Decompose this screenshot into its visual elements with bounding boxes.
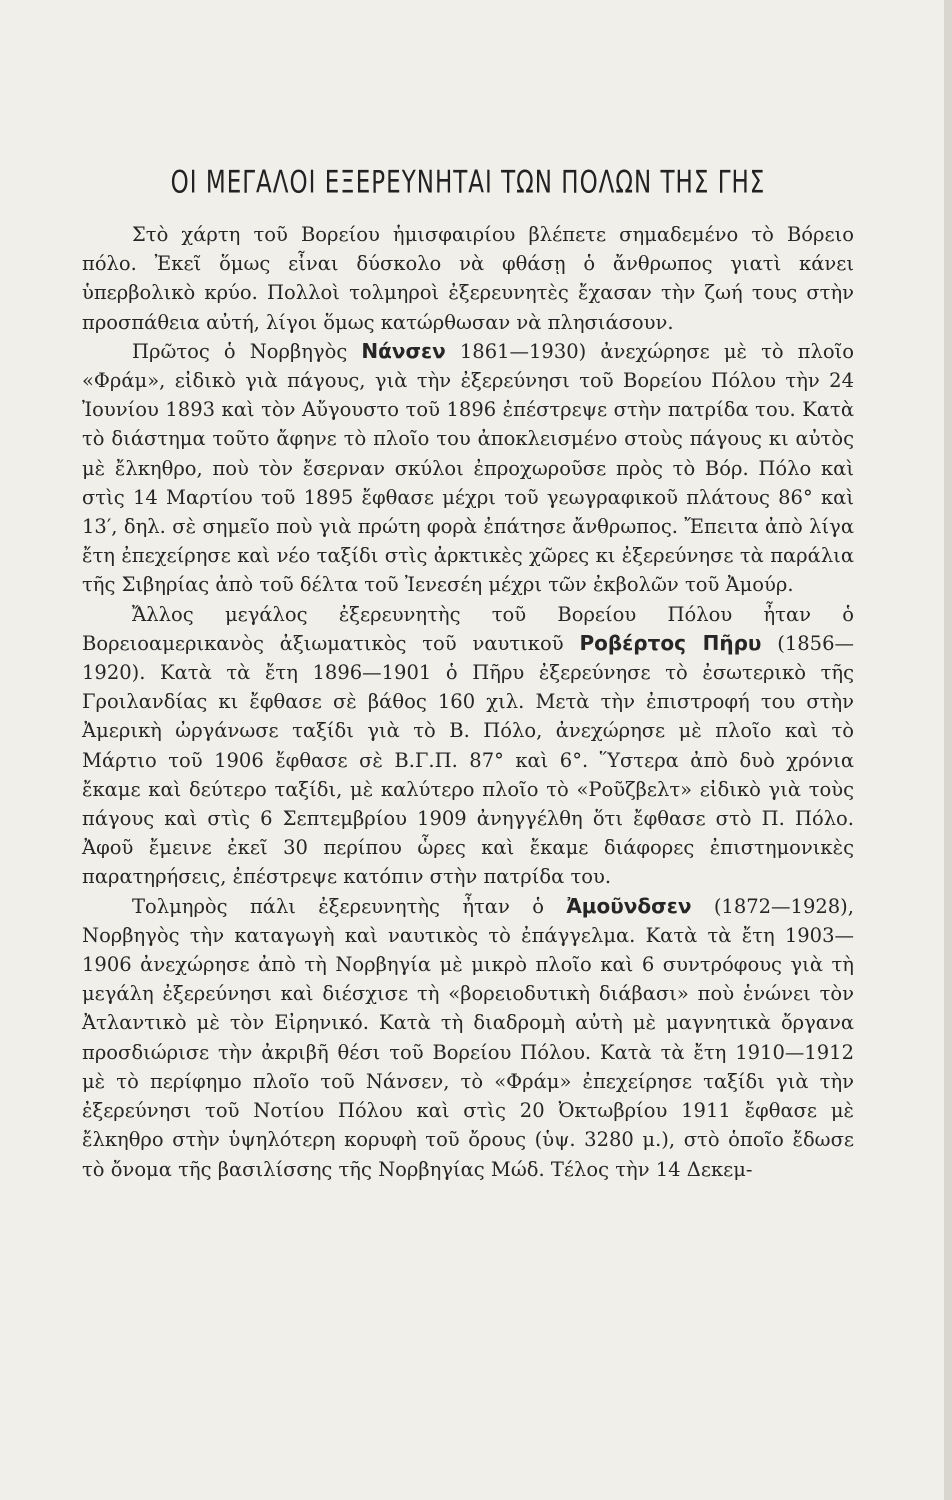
- page-edge: [944, 0, 952, 1500]
- paragraph-intro: [82, 220, 854, 337]
- paragraph-intro-text: Στὸ χάρτη τοῦ Βορείου ἡμισφαιρίου βλέπετε σημαδεμένο τὸ Βόρειο πόλο. Ἐκεῖ ὅμως εἶναι δύσκολο νὰ φθάσῃ ὁ ἄνθρωπος γιατὶ κάνει ὑπερβολικὸ κρύο. Πολλοὶ τολμηροὶ ἐξερευνητὲς ἔχασαν τὴν ζωή τους στὴν προσπάθεια αὐτή, λίγοι ὅμως κατώρθωσαν νὰ πλησιάσουν.: [82, 223, 854, 334]
- paragraph-peary-text-start: Ἄλλος μεγάλος ἐξερευνητὴς τοῦ Βορείου Πόλου ἦταν ὁ Βορειοαμερικανὸς ἀξιωματικὸς τοῦ ναυτικοῦ: [82, 602, 854, 655]
- paragraph-peary: [82, 600, 854, 892]
- paragraph-amundsen-text-rest: (1872—1928), Νορβηγὸς τὴν καταγωγὴ καὶ ναυτικὸς τὸ ἐπάγγελμα. Κατὰ τὰ ἔτη 1903—1906 ἀνεχώρησε ἀπὸ τὴ Νορβηγία μὲ μικρὸ πλοῖο καὶ 6 συντρόφους γιὰ τὴ μεγάλη ἐξερεύνησι καὶ διέσχισε τὴ «βορειοδυτικὴ διάβασι» ποὺ ἑνώνει τὸν Ἀτλαντικὸ μὲ τὸν Εἰρηνικό. Κατὰ τὴ διαδρομὴ αὐτὴ μὲ μαγνητικὰ ὄργανα προσδιώρισε τὴν ἀκριβῆ θέσι τοῦ Βορείου Πόλου. Κατὰ τὰ ἔτη 1910—1912 μὲ τὸ περίφημο πλοῖο τοῦ Νάνσεν, τὸ «Φράμ» ἐπεχείρησε ταξίδι γιὰ τὴν ἐξερεύνησι τοῦ Νοτίου Πόλου καὶ στὶς 20 Ὀκτωβρίου 1911 ἔφθασε μὲ ἔλκηθρο στὴν ὑψηλότερη κορυφὴ τοῦ ὄρους (ὑψ. 3280 μ.), στὸ ὁποῖο ἔδωσε τὸ ὄνομα τῆς βασιλίσσης τῆς Νορβηγίας Μώδ. Τέλος τὴν 14 Δεκεμ-: [82, 894, 854, 1181]
- paragraph-peary-text-rest: (1856—1920). Κατὰ τὰ ἔτη 1896—1901 ὁ Πῆρυ ἐξερεύνησε τὸ ἐσωτερικὸ τῆς Γροιλανδίας κι ἔφθασε σὲ βάθος 160 χιλ. Μετὰ τὴν ἐπιστροφή του στὴν Ἀμερικὴ ὠργάνωσε ταξίδι γιὰ τὸ Β. Πόλο, ἀνεχώρησε μὲ πλοῖο καὶ τὸ Μάρτιο τοῦ 1906 ἔφθασε σὲ Β.Γ.Π. 87° καὶ 6°. Ὕστερα ἀπὸ δυὸ χρόνια ἔκαμε καὶ δεύτερο ταξίδι, μὲ καλύτερο πλοῖο τὸ «Ροῦζβελτ» εἰδικὸ γιὰ τοὺς πάγους καὶ στὶς 6 Σεπτεμβρίου 1909 ἀνηγγέλθη ὅτι ἔφθασε στὸ Π. Πόλο. Ἀφοῦ ἔμεινε ἐκεῖ 30 περίπου ὧρες καὶ ἔκαμε διάφορες ἐπιστημονικὲς παρατηρήσεις, ἐπέστρεψε κατόπιν στὴν πατρίδα του.: [82, 631, 854, 889]
- explorer-name-nansen: Νάνσεν: [361, 338, 446, 363]
- paragraph-amundsen: [82, 892, 854, 1184]
- page-title: ΟΙ ΜΕΓΑΛΟΙ ΕΞΕΡΕΥΝΗΤΑΙ ΤΩΝ ΠΟΛΩΝ ΤΗΣ ΓΗΣ: [170, 165, 766, 201]
- explorer-name-peary: Ροβέρτος Πῆρυ: [579, 630, 762, 655]
- explorer-name-amundsen: Ἀμοῦνδσεν: [566, 893, 692, 918]
- paragraph-nansen-text-start: Πρῶτος ὁ Νορβηγὸς: [132, 339, 362, 363]
- paragraph-nansen-text-rest: 1861—1930) ἀνεχώρησε μὲ τὸ πλοῖο «Φράμ», εἰδικὸ γιὰ πάγους, γιὰ τὴν ἐξερεύνησι τοῦ Βορείου Πόλου τὴν 24 Ἰουνίου 1893 καὶ τὸν Αὔγουστο τοῦ 1896 ἐπέστρεψε στὴν πατρίδα του. Κατὰ τὸ διάστημα τοῦτο ἄφηνε τὸ πλοῖο του ἀποκλεισμένο στοὺς πάγους κι αὐτὸς μὲ ἔλκηθρο, ποὺ τὸν ἔσερναν σκύλοι ἐπροχωροῦσε πρὸς τὸ Βόρ. Πόλο καὶ στὶς 14 Μαρτίου τοῦ 1895 ἔφθασε μέχρι τοῦ γεωγραφικοῦ πλάτους 86° καὶ 13′, δηλ. σὲ σημεῖο ποὺ γιὰ πρώτη φορὰ ἐπάτησε ἄνθρωπος. Ἔπειτα ἀπὸ λίγα ἔτη ἐπεχείρησε καὶ νέο ταξίδι στὶς ἀρκτικὲς χῶρες κι ἐξερεύνησε τὰ παράλια τῆς Σιβηρίας ἀπὸ τοῦ δέλτα τοῦ Ἰενεσέη μέχρι τῶν ἐκβολῶν τοῦ Ἀμούρ.: [82, 339, 854, 597]
- book-page: [82, 165, 854, 1184]
- paragraph-nansen: [82, 337, 854, 600]
- paragraph-amundsen-text-start: Τολμηρὸς πάλι ἐξερευνητὴς ἦταν ὁ: [132, 894, 567, 918]
